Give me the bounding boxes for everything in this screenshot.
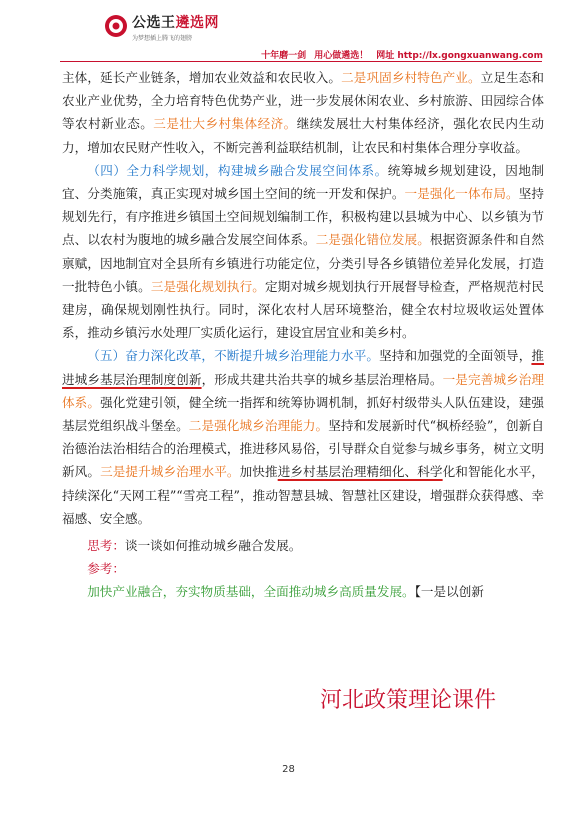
slogan-b: 用心做遴选！ <box>314 51 369 61</box>
site-logo <box>104 12 224 50</box>
paragraph-1: 主体，延长产业链条，增加农业效益和农民收入。二是巩固乡村特色产业。立足生态和农业产业优势，全力培育特色优势产业，进一步发展休闲农业、乡村旅游、田园综合体等农村新业态。三是壮大乡村集体经济。继续发展壮大村集体经济，强化农民内生动力，增加农民财产性收入，不断完善利益联结机制，让农民和村集体合理分享收益。 <box>62 70 545 155</box>
watermark-text: 河北政策理论课件 <box>320 688 497 713</box>
logo-slogan: 为梦想插上腾飞的翅膀 <box>132 35 193 42</box>
slogan-a: 十年磨一剑 <box>261 51 307 61</box>
think-label: 思考： <box>87 538 125 554</box>
paragraph-2: （四）全力科学规划，构建城乡融合发展空间体系。统筹城乡规划建设，因地制宜、分类施策，真正实现对城乡国土空间的统一开发和保护。一是强化一体布局。坚持规划先行，有序推进乡镇国土空间规划编制工作，积极构建以县城为中心、以乡镇为节点、以农村为腹地的城乡融合发展空间体系。二是强化错位发展。根据资源条件和自然禀赋，因地制宜对全县所有乡镇进行功能定位，分类引导各乡镇错位差异化发展，打造一批特色小镇。三是强化规划执行。定期对城乡规划执行开展督导检查，严格规范村民建房，确保规划刚性执行。同时，深化农村人居环境整治，健全农村垃圾收运处置体系，推动乡镇污水处理厂实质化运行，建设宜居宜业和美乡村。 <box>62 162 545 341</box>
page-header <box>0 0 577 62</box>
site-url: 网址 http://lx.gongxuanwang.com <box>376 51 543 61</box>
point-three: 三是壮大乡村集体经济。 <box>153 116 297 132</box>
page-number: 28 <box>282 764 295 775</box>
think-question: 思考：谈一谈如何推动城乡融合发展。 <box>87 538 302 554</box>
header-divider <box>60 61 542 62</box>
marked-phrase: 进乡村基层治理精细化、科学 <box>277 464 443 480</box>
logo-mark-icon <box>104 14 128 38</box>
section-heading-4: （四）全力科学规划，构建城乡融合发展空间体系。 <box>87 162 388 178</box>
reference-label: 参考： <box>87 561 125 577</box>
section-heading-5: （五）奋力深化改革，不断提升城乡治理能力水平。 <box>87 348 380 364</box>
underlined-phrase: 推进城乡基层治理制度创新 <box>62 348 545 387</box>
document-body <box>62 66 544 604</box>
paragraph-3: （五）奋力深化改革，不断提升城乡治理能力水平。坚持和加强党的全面领导，推进城乡基层治理制度创新，形成共建共治共享的城乡基层治理格局。一是完善城乡治理体系。强化党建引领，健全统一指挥和统筹协调机制，抓好村级带头人队伍建设，建强基层党组织战斗堡垒。二是强化城乡治理能力。坚持和发展新时代“枫桥经验”，创新自治德治法治相结合的治理模式，推进移风易俗，引导群众自觉参与城乡事务，树立文明新风。三是提升城乡治理水平。加快推进乡村基层治理精细化、科学化和智能化水平，持续深化“天网工程”“雪亮工程”，推动智慧县城、智慧社区建设，增强群众获得感、幸福感、安全感。 <box>62 348 545 526</box>
header-tagline <box>253 48 543 61</box>
reference-answer: 加快产业融合，夯实物质基础，全面推动城乡高质量发展。【一是以创新 <box>87 584 484 600</box>
logo-name: 公选王遴选网 <box>132 15 219 31</box>
reference-label-line <box>62 557 544 580</box>
point-two: 二是巩固乡村特色产业。 <box>341 70 481 85</box>
